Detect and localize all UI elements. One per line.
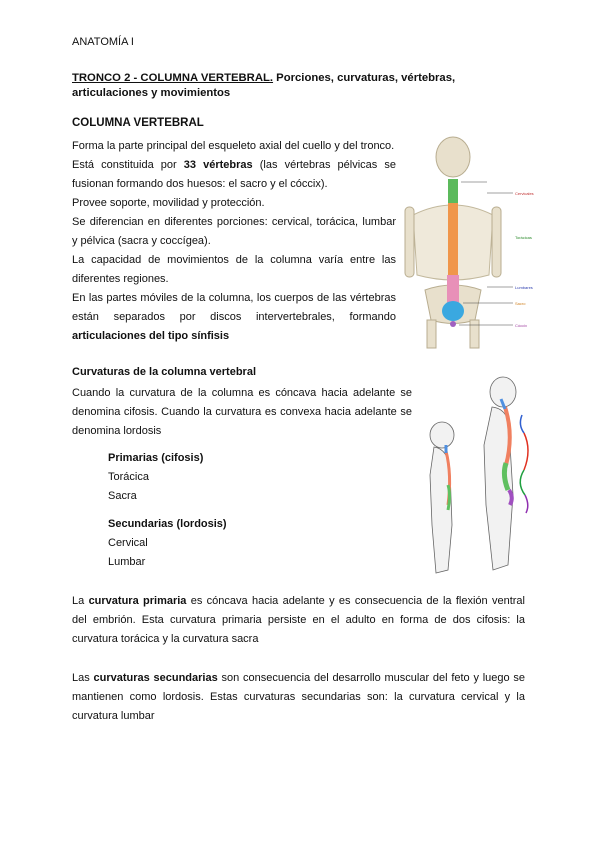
label-coccix: Cóccix xyxy=(515,323,528,328)
list-heading: Primarias (cifosis) xyxy=(108,452,204,464)
list-item: Sacra xyxy=(108,490,137,502)
list-item: Cervical xyxy=(108,537,148,549)
list-heading: Secundarias (lordosis) xyxy=(108,518,227,530)
label-sacro: Sacro xyxy=(515,301,526,306)
label-toracicas: Torácicas xyxy=(515,235,532,240)
text: (las vértebras pélvicas se fusionan formando dos huesos: el sacro y el cóccix). xyxy=(72,159,396,190)
bold-text: curvaturas secundarias xyxy=(93,672,218,684)
paragraph: Provee soporte, movilidad y protección. xyxy=(72,197,265,209)
paragraph xyxy=(72,156,396,194)
paragraph: Se diferencian en diferentes porciones: cervical, torácica, lumbar y pélvica (sacra y coccígea). xyxy=(72,216,396,247)
curvaturas-intro: Cuando la curvatura de la columna es cóncava hacia adelante se denomina cifosis. Cuando la curvatura es convexa hacia adelante se denomina lordosis xyxy=(72,387,412,437)
section1-body xyxy=(72,137,396,346)
text: La xyxy=(72,595,89,607)
title-rest: Porciones, curvaturas, vértebras, articulaciones y movimientos xyxy=(72,72,456,99)
text: son consecuencia del desarrollo muscular del feto y luego se mantienen como lordosis. Estas curvaturas secundarias son: la curvatura cervical y la curvatura lumbar xyxy=(72,672,525,722)
label-lumbares: Lumbares xyxy=(515,285,533,290)
text: En las partes móviles de la columna, los cuerpos de las vértebras están separados por discos intervertebrales, formando xyxy=(72,292,396,323)
text: Está constituida por xyxy=(72,159,184,171)
list-item: Lumbar xyxy=(108,556,146,568)
primarias-list xyxy=(108,449,203,506)
paragraph: La capacidad de movimientos de la columna varía entre las diferentes regiones. xyxy=(72,254,396,285)
section-heading-curvaturas: Curvaturas de la columna vertebral xyxy=(72,366,257,378)
paragraph: Forma la parte principal del esqueleto axial del cuello y del tronco. xyxy=(72,140,395,152)
posture-figure xyxy=(418,375,543,583)
section-heading-columna: COLUMNA VERTEBRAL xyxy=(72,117,204,129)
text: Las xyxy=(72,672,94,684)
bold-text: 33 vértebras xyxy=(183,159,253,171)
label-cervicales: Cervicales xyxy=(515,191,534,196)
secundarias-list xyxy=(108,515,227,572)
page-header: ANATOMÍA I xyxy=(72,36,134,48)
document-title xyxy=(72,71,532,101)
bold-text: articulaciones del tipo sínfisis xyxy=(72,330,230,342)
text: es cóncava hacia adelante y es consecuencia de la flexión ventral del embrión. Esta curvatura primaria persiste en el adulto en forma de dos cifosis: la curvatura torácica y la curvatura sacra xyxy=(72,595,525,645)
paragraph xyxy=(72,289,396,346)
title-underlined: TRONCO 2 - COLUMNA VERTEBRAL. xyxy=(72,72,274,84)
curvaturas-secundarias-paragraph xyxy=(72,669,525,726)
bold-text: curvatura primaria xyxy=(88,595,187,607)
skeleton-figure xyxy=(403,135,543,350)
list-item: Torácica xyxy=(108,471,149,483)
curvatura-primaria-paragraph xyxy=(72,592,525,649)
